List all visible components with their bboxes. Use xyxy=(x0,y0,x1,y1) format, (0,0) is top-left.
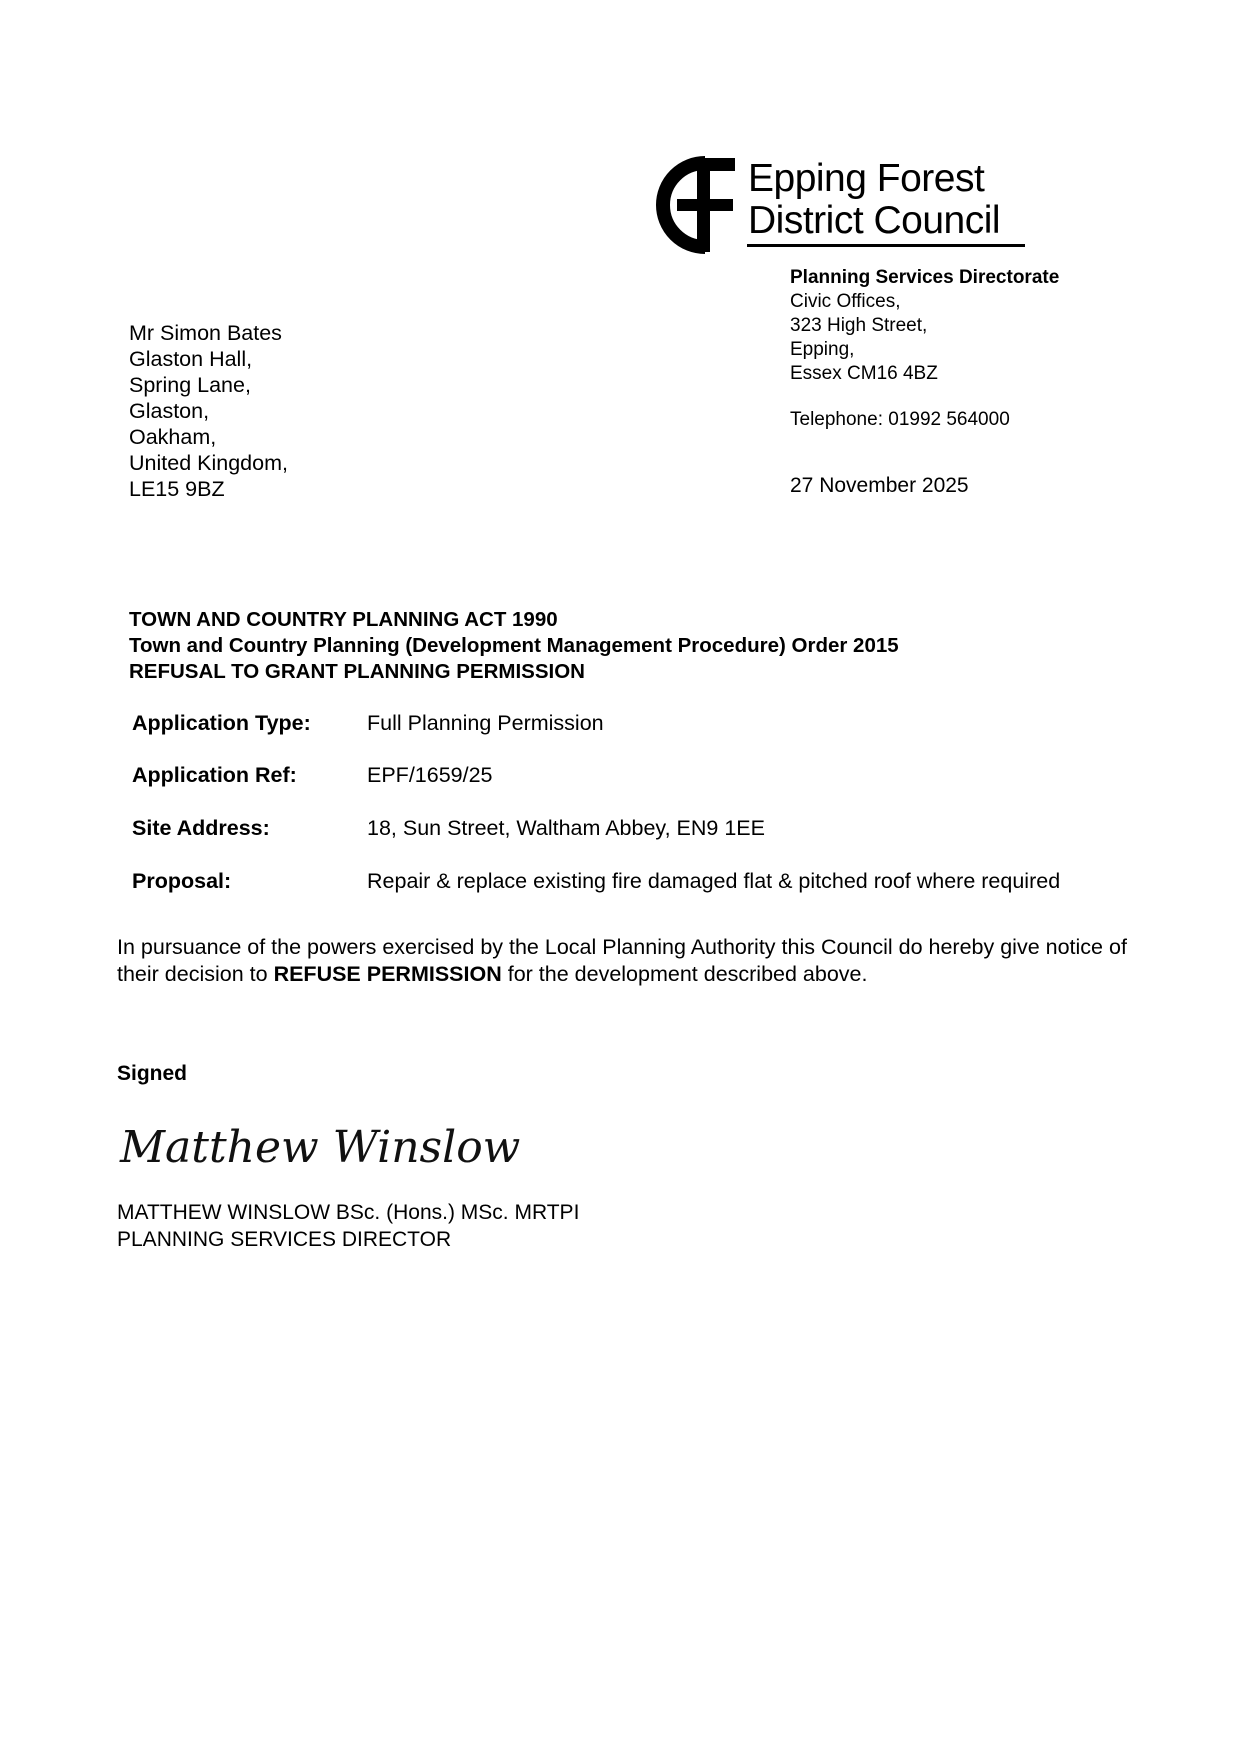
address-line: Essex CM16 4BZ xyxy=(790,363,938,384)
detail-value: 18, Sun Street, Waltham Abbey, EN9 1EE xyxy=(367,816,765,840)
signature-text: Matthew Winslow xyxy=(120,1122,521,1173)
detail-label: Application Type: xyxy=(132,711,311,735)
body-text-after: for the development described above. xyxy=(501,962,868,986)
logo-underline xyxy=(747,244,1025,247)
decision-text: REFUSE PERMISSION xyxy=(273,962,502,986)
recipient-line: Spring Lane, xyxy=(129,373,251,397)
detail-label: Proposal: xyxy=(132,869,232,893)
council-logo xyxy=(655,150,1035,255)
decision-paragraph xyxy=(117,934,1127,988)
logo-name-line-1: Epping Forest xyxy=(748,157,985,200)
recipient-address xyxy=(129,320,288,502)
recipient-line: LE15 9BZ xyxy=(129,477,225,501)
council-address xyxy=(790,266,1059,432)
signed-label: Signed xyxy=(117,1062,188,1085)
logo-name-line-2: District Council xyxy=(748,199,1001,242)
detail-label: Site Address: xyxy=(132,816,270,840)
body-text-before: In pursuance of the powers exercised by the Local Planning Authority this Council do hereby give notice of their decision to xyxy=(117,935,1127,986)
detail-value: Repair & replace existing fire damaged flat & pitched roof where required xyxy=(367,869,1061,893)
detail-value: Full Planning Permission xyxy=(367,711,604,735)
signatory-name: MATTHEW WINSLOW BSc. (Hons.) MSc. MRTPI xyxy=(117,1201,580,1224)
document-headings xyxy=(129,607,899,685)
letter-date: 27 November 2025 xyxy=(790,474,969,497)
heading-refusal: REFUSAL TO GRANT PLANNING PERMISSION xyxy=(129,660,585,683)
recipient-line: Oakham, xyxy=(129,425,217,449)
directorate: Planning Services Directorate xyxy=(790,267,1060,288)
detail-label: Application Ref: xyxy=(132,763,297,787)
recipient-line: Mr Simon Bates xyxy=(129,321,282,345)
recipient-line: Glaston, xyxy=(129,399,210,423)
efdc-logo-mark-icon xyxy=(655,155,739,255)
recipient-line: United Kingdom, xyxy=(129,451,288,475)
address-line: Civic Offices, xyxy=(790,291,901,312)
heading-act: TOWN AND COUNTRY PLANNING ACT 1990 xyxy=(129,608,558,631)
telephone: Telephone: 01992 564000 xyxy=(790,409,1010,430)
detail-value: EPF/1659/25 xyxy=(367,763,493,787)
heading-order: Town and Country Planning (Development Management Procedure) Order 2015 xyxy=(129,634,899,657)
signatory-title: PLANNING SERVICES DIRECTOR xyxy=(117,1228,452,1251)
signatory-block xyxy=(117,1199,579,1253)
handwritten-signature xyxy=(118,1108,538,1188)
recipient-line: Glaston Hall, xyxy=(129,347,253,371)
address-line: 323 High Street, xyxy=(790,315,928,336)
address-line: Epping, xyxy=(790,339,855,360)
